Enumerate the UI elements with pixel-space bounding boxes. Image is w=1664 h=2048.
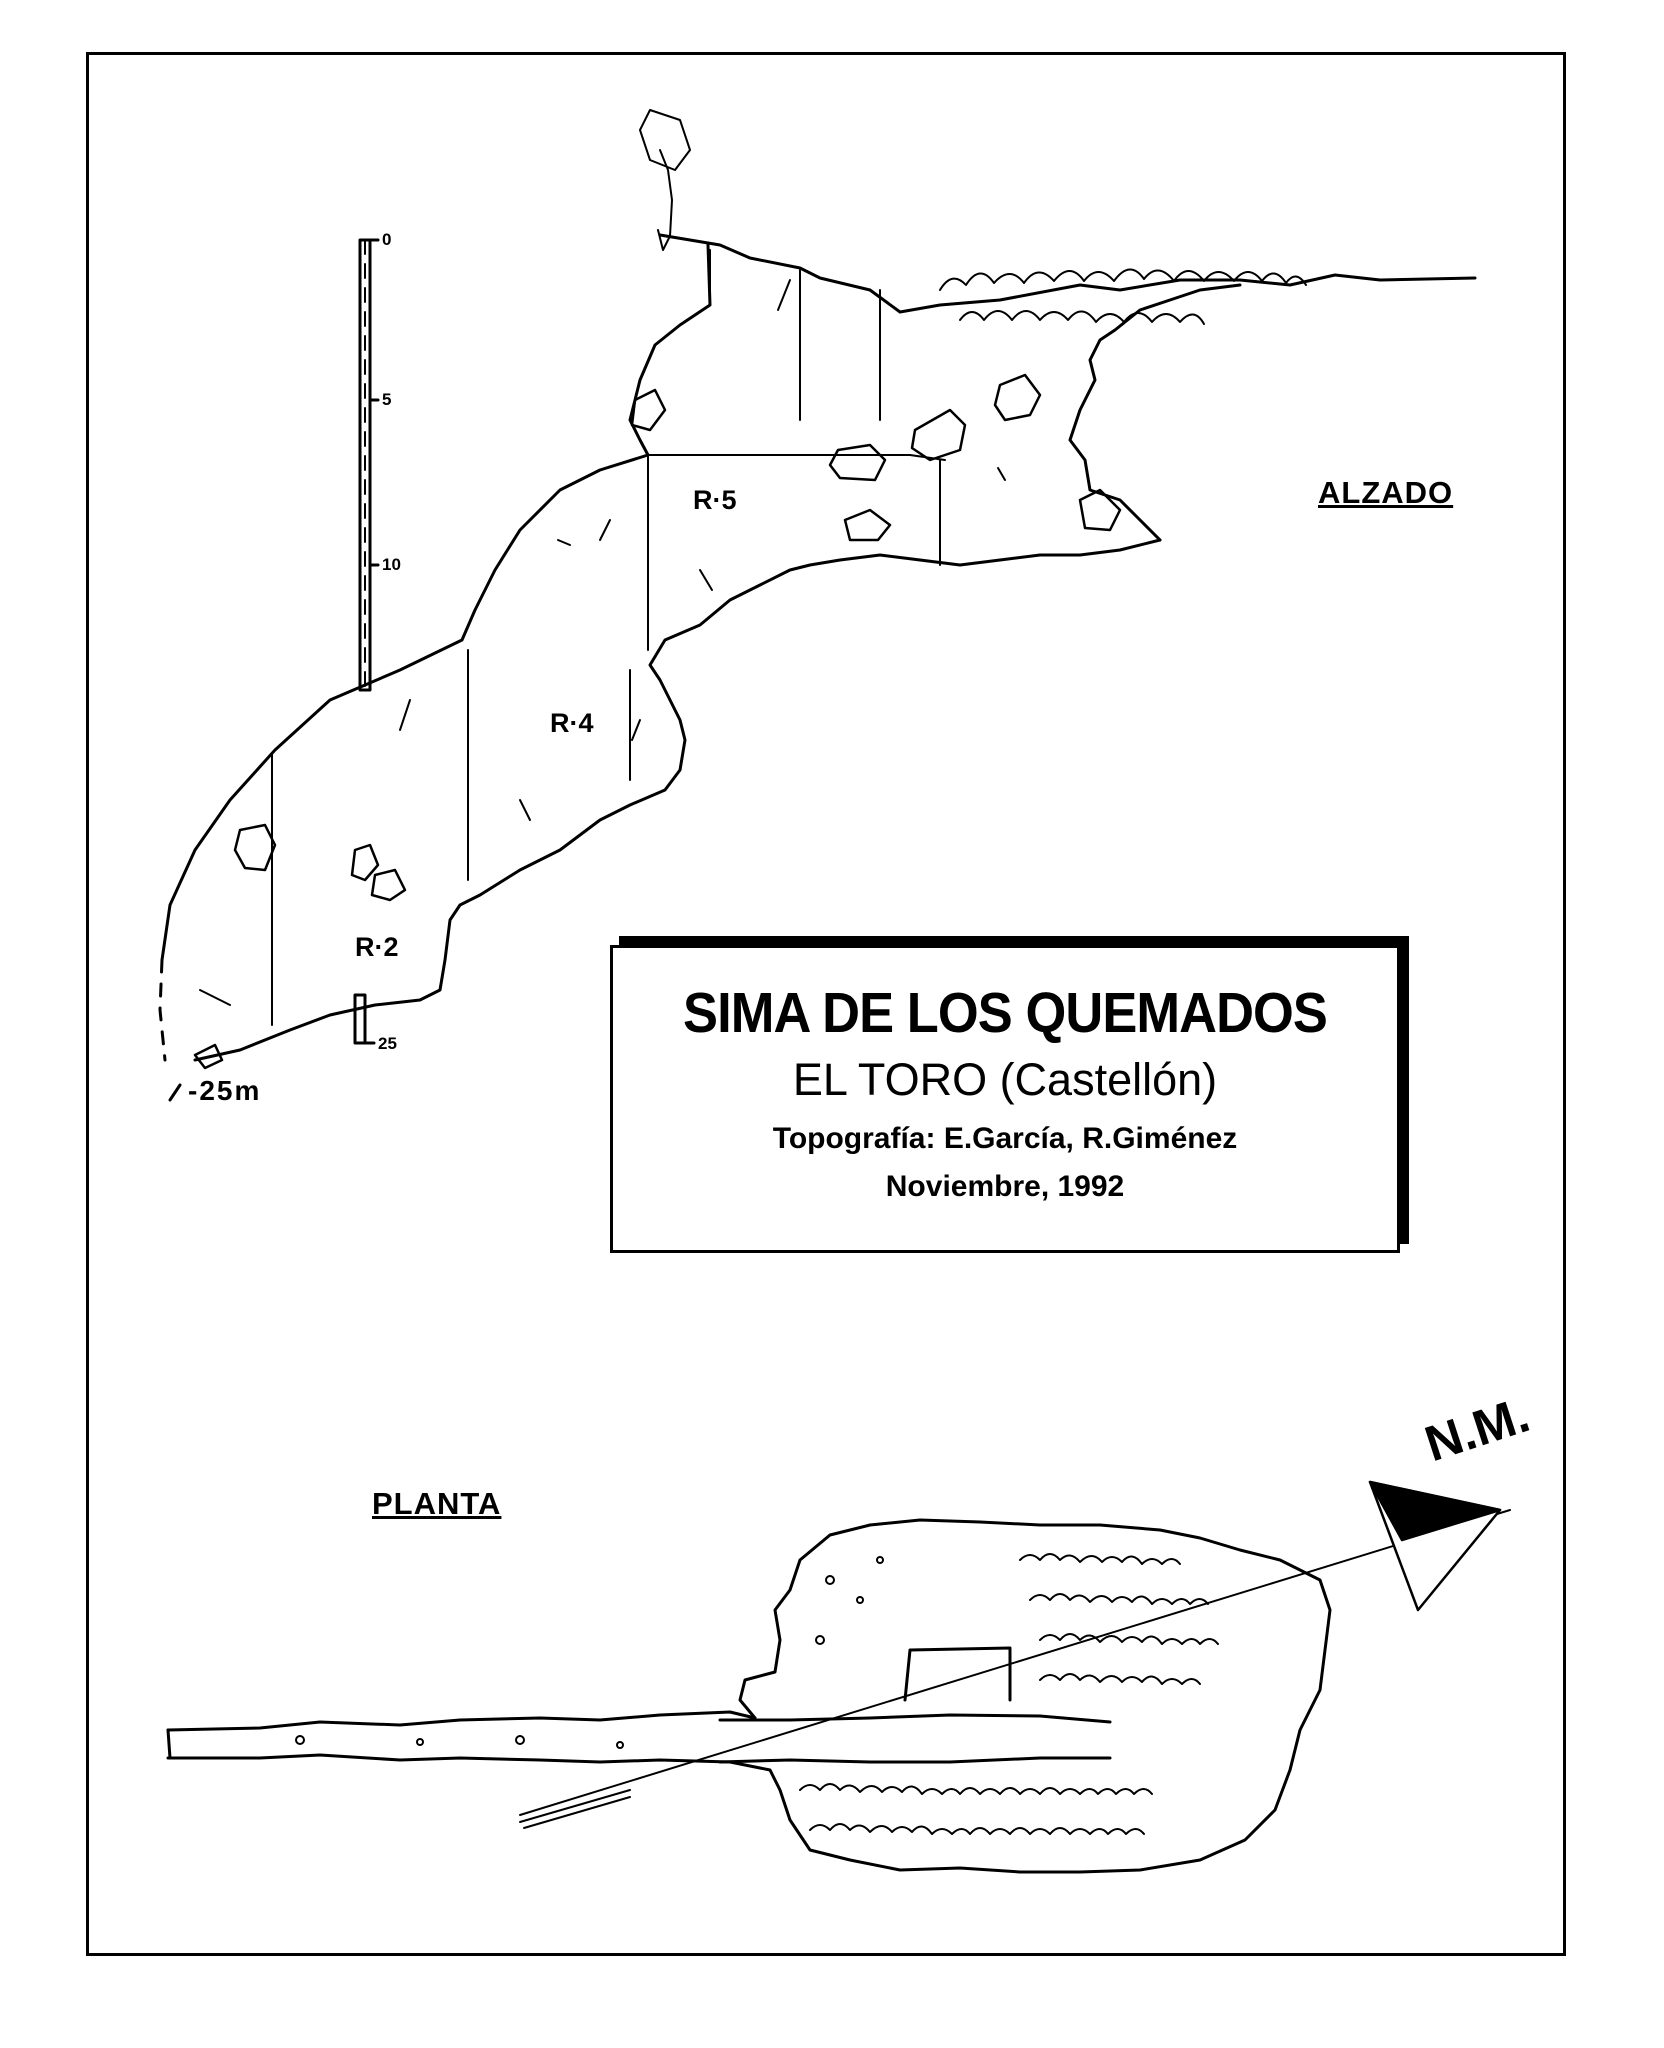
cave-name: SIMA DE LOS QUEMADOS <box>683 981 1327 1045</box>
room-label-r4: R·4 <box>550 708 594 738</box>
surface-line <box>640 110 1475 312</box>
title-block <box>610 945 1400 1253</box>
pitch-lines <box>272 250 945 1025</box>
elevation-section-label: ALZADO <box>1318 475 1454 510</box>
depth-tick-0: 0 <box>382 230 392 249</box>
depth-tick-10: 10 <box>382 555 401 574</box>
survey-line <box>520 1510 1510 1828</box>
cave-location: EL TORO (Castellón) <box>792 1054 1218 1105</box>
north-label: N.M. <box>1418 1386 1536 1473</box>
bottom-depth-label: -25m <box>188 1075 262 1106</box>
room-label-r5: R·5 <box>693 485 737 515</box>
plan-section-label: PLANTA <box>372 1486 502 1521</box>
depth-scale-bar <box>355 240 378 1043</box>
wall-ticks <box>200 280 1005 1005</box>
plan-texture <box>296 1554 1218 1834</box>
cave-outline-plan <box>168 1520 1330 1872</box>
north-arrow-icon <box>1370 1482 1500 1610</box>
room-label-r2: R·2 <box>355 932 399 962</box>
depth-tick-25: 25 <box>378 1034 397 1053</box>
survey-authors: Topografía: E.García, R.Giménez <box>772 1122 1238 1155</box>
depth-tick-5: 5 <box>382 390 392 409</box>
survey-date: Noviembre, 1992 <box>885 1170 1125 1203</box>
vegetation <box>940 269 1306 324</box>
